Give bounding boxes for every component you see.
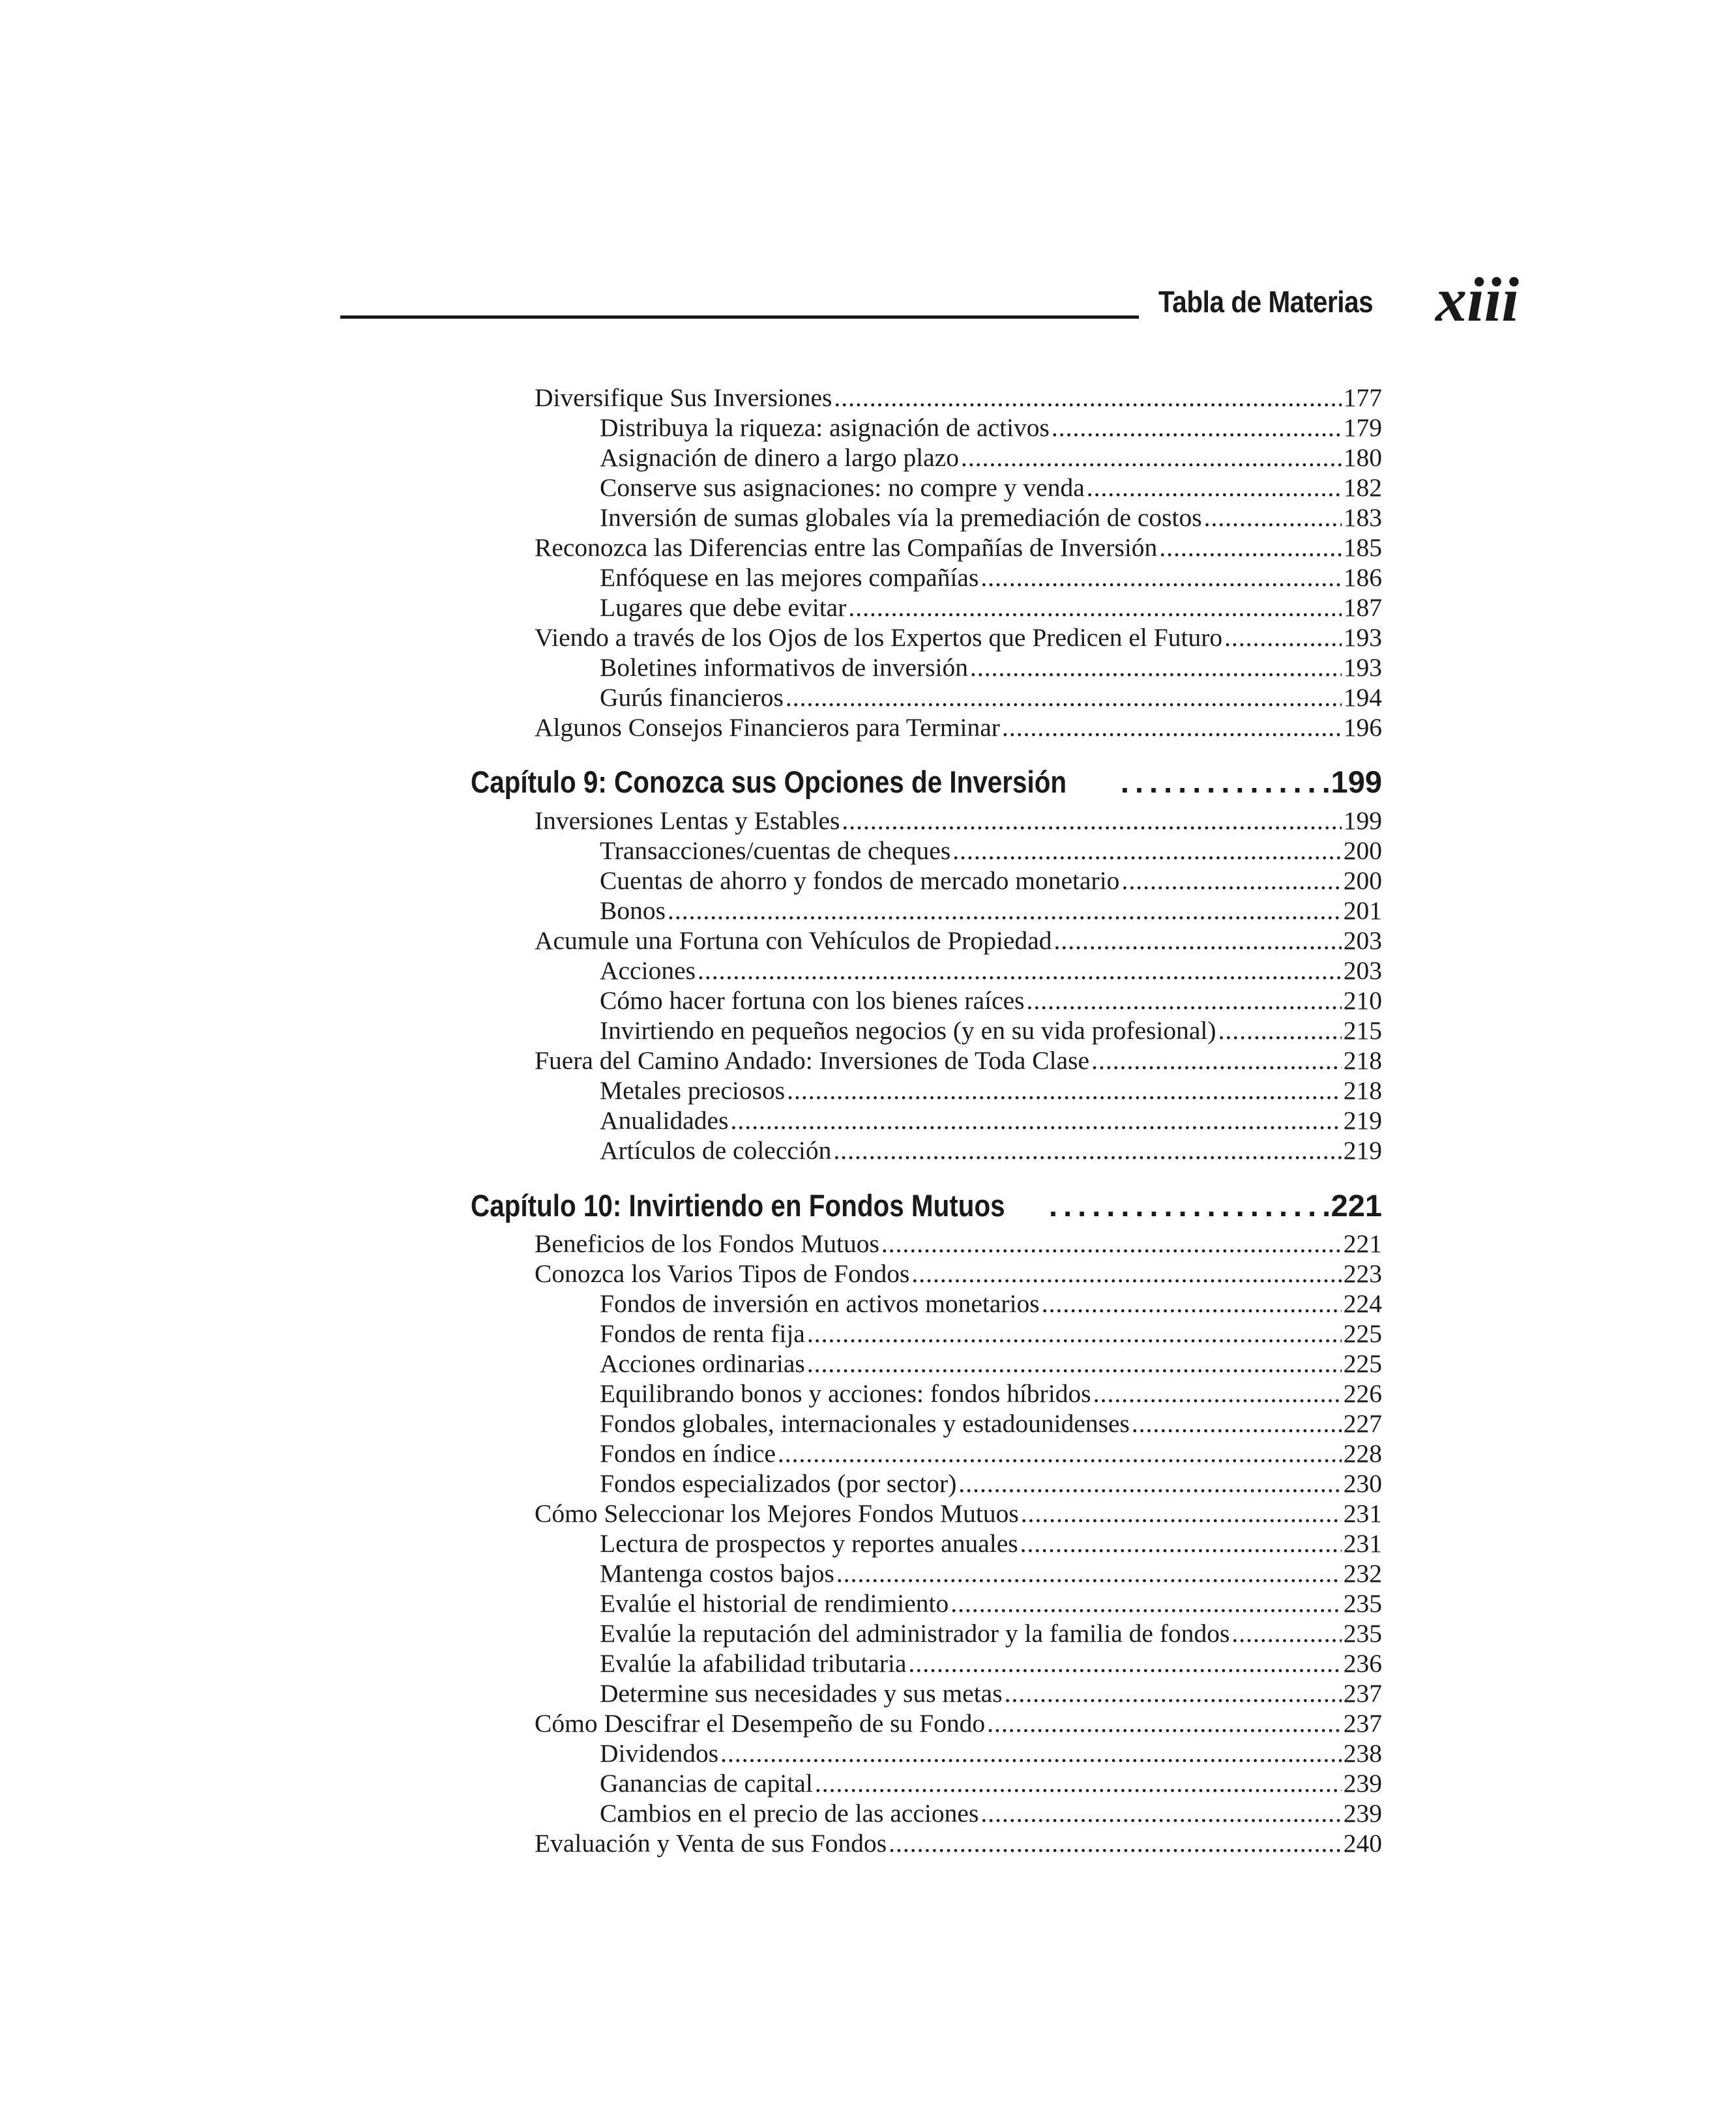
- page-number: xiii: [1435, 265, 1520, 334]
- chapter-heading: Capítulo 10: Invirtiendo en Fondos Mutuos ..... 221: [471, 1186, 1382, 1225]
- toc-entry: Distribuya la riqueza: asignación de activos ..... 179: [600, 413, 1382, 443]
- toc-entry: Inversiones Lentas y Estables ..... 199: [535, 806, 1382, 836]
- toc-entry: Artículos de colección ..... 219: [600, 1135, 1382, 1165]
- toc-entry: Evalúe la reputación del administrador y la familia de fondos ..... 235: [600, 1618, 1382, 1648]
- toc-entry: Fondos especializados (por sector) ..... 230: [600, 1468, 1382, 1498]
- toc-entry: Fuera del Camino Andado: Inversiones de Toda Clase ..... 218: [535, 1045, 1382, 1075]
- toc-entry: Boletines informativos de inversión ..... 193: [600, 652, 1382, 682]
- toc-entry: Algunos Consejos Financieros para Terminar ..... 196: [535, 712, 1382, 742]
- toc-entry: Ganancias de capital ..... 239: [600, 1768, 1382, 1798]
- toc-entry: Cómo Seleccionar los Mejores Fondos Mutuos ..... 231: [535, 1498, 1382, 1528]
- toc-entry: Conserve sus asignaciones: no compre y venda ..... 182: [600, 473, 1382, 503]
- toc-entry: Diversifique Sus Inversiones ..... 177: [535, 383, 1382, 413]
- toc-entry: Conozca los Varios Tipos de Fondos ..... 223: [535, 1259, 1382, 1289]
- toc-entry: Cuentas de ahorro y fondos de mercado monetario ..... 200: [600, 866, 1382, 896]
- toc-entry: Equilibrando bonos y acciones: fondos híbridos ..... 226: [600, 1379, 1382, 1409]
- toc-entry: Reconozca las Diferencias entre las Compañías de Inversión ..... 185: [535, 533, 1382, 562]
- toc-entry: Gurús financieros ..... 194: [600, 682, 1382, 712]
- toc-entry: Fondos en índice ..... 228: [600, 1438, 1382, 1468]
- toc-entry: Evalúe el historial de rendimiento ..... 235: [600, 1588, 1382, 1618]
- toc-entry: Fondos de inversión en activos monetarios ..... 224: [600, 1289, 1382, 1319]
- toc-entry: Cambios en el precio de las acciones ..... 239: [600, 1798, 1382, 1828]
- toc-entry: Bonos ..... 201: [600, 896, 1382, 926]
- header-rule: [340, 315, 1139, 319]
- header-title: Tabla de Materias: [1158, 285, 1374, 319]
- toc-entry: Evalúe la afabilidad tributaria ..... 236: [600, 1648, 1382, 1678]
- toc-entry: Transacciones/cuentas de cheques ..... 200: [600, 836, 1382, 866]
- toc-entry: Fondos de renta fija ..... 225: [600, 1319, 1382, 1349]
- toc-entry: Determine sus necesidades y sus metas ..... 237: [600, 1678, 1382, 1708]
- toc-entry: Beneficios de los Fondos Mutuos ..... 221: [535, 1229, 1382, 1259]
- toc-entry: Viendo a través de los Ojos de los Expertos que Predicen el Futuro ..... 193: [535, 622, 1382, 652]
- toc-entry: Lugares que debe evitar ..... 187: [600, 592, 1382, 622]
- toc-entry: Enfóquese en las mejores compañías ..... 186: [600, 562, 1382, 592]
- toc-entry: Dividendos ..... 238: [600, 1738, 1382, 1768]
- toc-entry: Anualidades ..... 219: [600, 1105, 1382, 1135]
- running-header: [340, 267, 1540, 339]
- toc-entry: Mantenga costos bajos ..... 232: [600, 1558, 1382, 1588]
- toc-entry: Inversión de sumas globales vía la premediación de costos ..... 183: [600, 503, 1382, 533]
- toc-entry: Lectura de prospectos y reportes anuales ..... 231: [600, 1528, 1382, 1558]
- toc-entry: Acumule una Fortuna con Vehículos de Propiedad ..... 203: [535, 926, 1382, 956]
- chapter-heading: Capítulo 9: Conozca sus Opciones de Inversión ..... 199: [471, 763, 1382, 802]
- toc-entry: Invirtiendo en pequeños negocios (y en su vida profesional) ..... 215: [600, 1015, 1382, 1045]
- toc-entry: Cómo Descifrar el Desempeño de su Fondo ..... 237: [535, 1708, 1382, 1738]
- toc-entry: Acciones ..... 203: [600, 956, 1382, 985]
- toc-entry: Acciones ordinarias ..... 225: [600, 1349, 1382, 1379]
- toc-entry: Fondos globales, internacionales y estadounidenses ..... 227: [600, 1409, 1382, 1438]
- toc-entry: Evaluación y Venta de sus Fondos ..... 240: [535, 1828, 1382, 1858]
- toc-entry: Cómo hacer fortuna con los bienes raíces ..... 210: [600, 985, 1382, 1015]
- toc-entry: Metales preciosos ..... 218: [600, 1075, 1382, 1105]
- toc-entry: Asignación de dinero a largo plazo ..... 180: [600, 443, 1382, 473]
